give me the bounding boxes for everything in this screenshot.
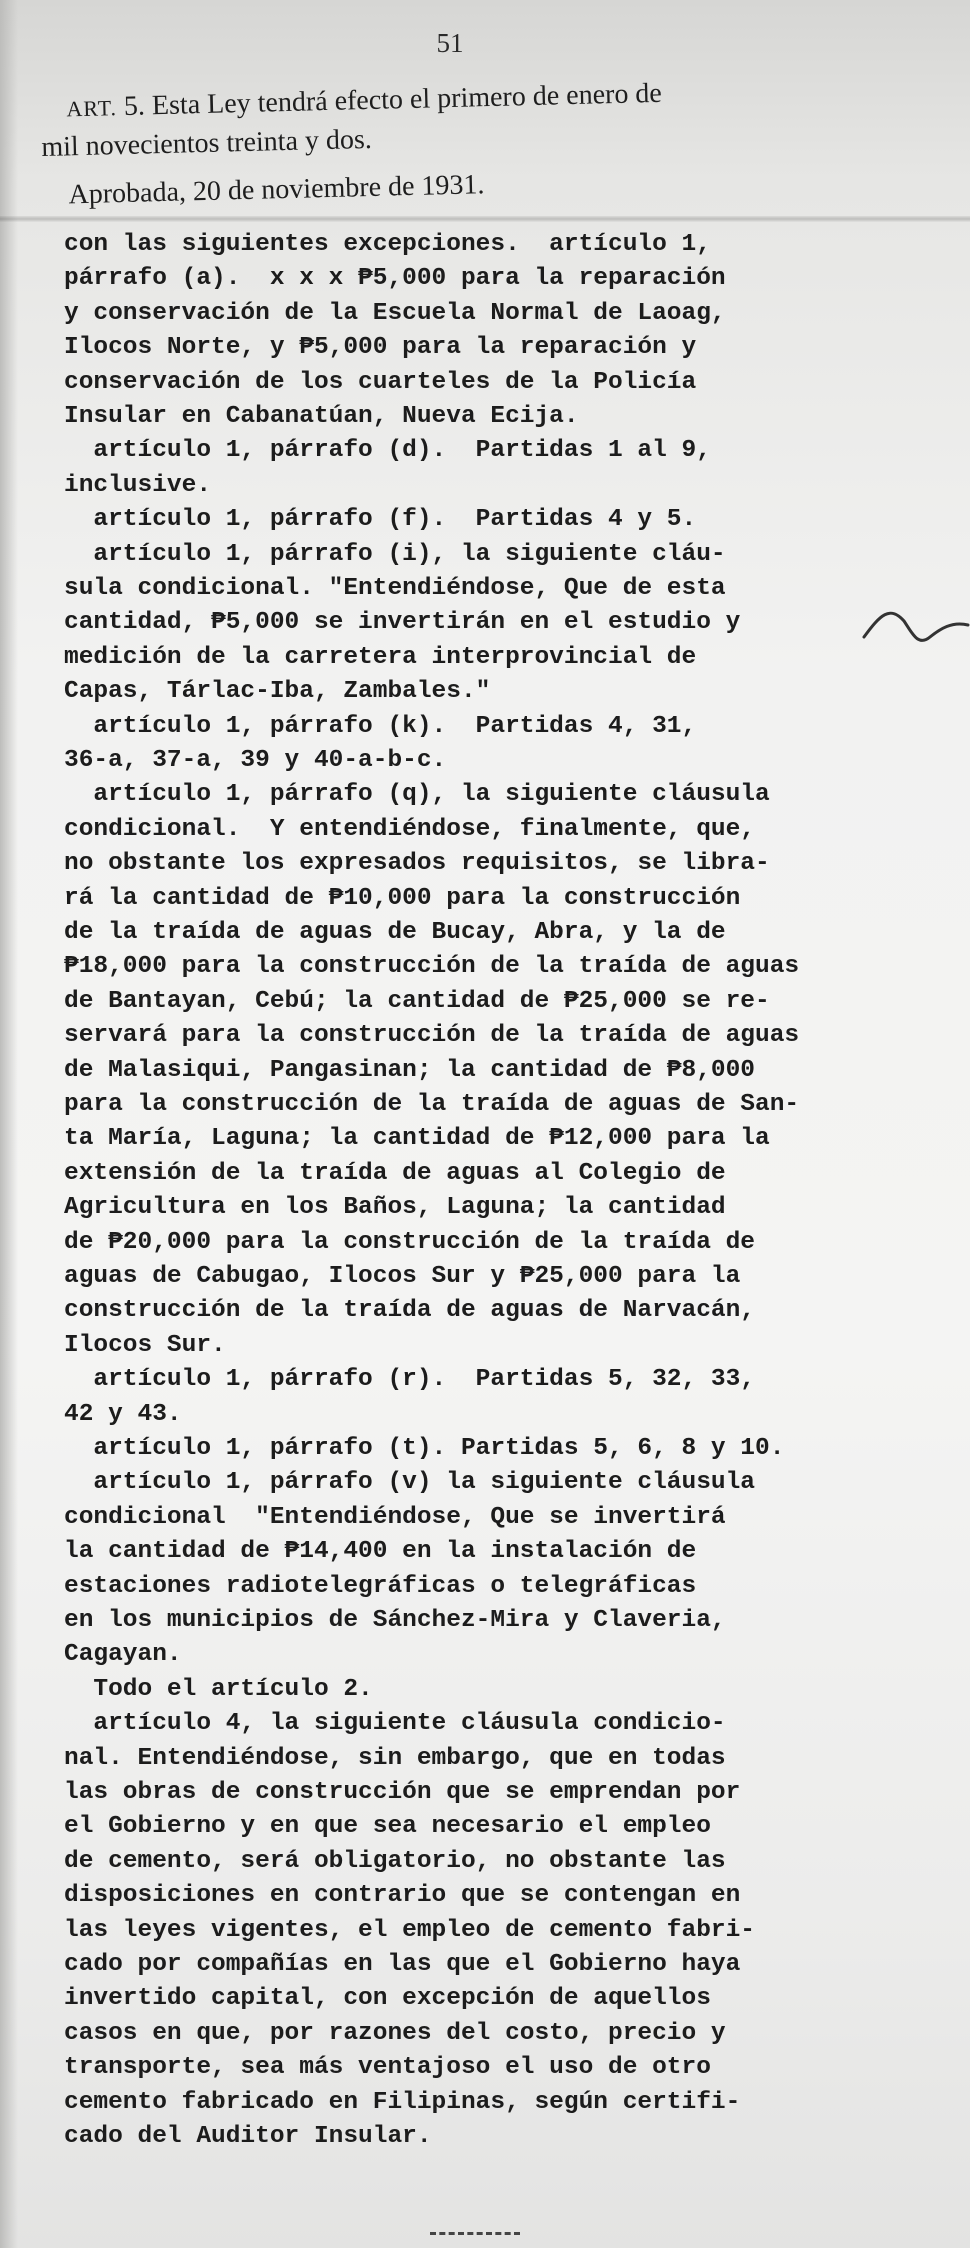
typed-line: para la construcción de la traída de aguas de San- <box>64 1091 800 1118</box>
typed-line: de cemento, será obligatorio, no obstante las <box>64 1847 726 1875</box>
typed-line: artículo 1, párrafo (i), la siguiente cláu- <box>64 540 726 568</box>
typed-line: artículo 1, párrafo (q), la siguiente cláusula <box>64 781 770 809</box>
typed-line: cemento fabricado en Filipinas, según certifi- <box>64 2088 741 2116</box>
article-tag: ART. <box>66 95 118 122</box>
typed-line: ₱18,000 para la construcción de la traída de aguas <box>64 953 800 981</box>
typed-line: párrafo (a). x x x ₱5,000 para la reparación <box>64 265 726 293</box>
typed-line: casos en que, por razones del costo, precio y <box>64 2019 726 2047</box>
typed-line: de ₱20,000 para la construcción de la traída de <box>64 1228 756 1256</box>
typed-line: el Gobierno y en que sea necesario el empleo <box>64 1813 711 1841</box>
article-5-text: 5. Esta Ley tendrá efecto el primero de enero de <box>123 77 663 122</box>
typed-line: Todo el artículo 2. <box>64 1675 373 1703</box>
typed-line: sula condicional. "Entendiéndose, Que de esta <box>64 575 726 602</box>
approval-date: Aprobada, 20 de noviembre de 1931. <box>68 169 485 211</box>
typed-line: de Malasiqui, Pangasinan; la cantidad de ₱8,000 <box>64 1056 756 1084</box>
typed-line: no obstante los expresados requisitos, se libra- <box>64 850 770 878</box>
typed-line: extensión de la traída de aguas al Colegio de <box>64 1159 726 1187</box>
typed-line: servará para la construcción de la traída de aguas <box>64 1022 800 1050</box>
typed-line: medición de la carretera interprovincial de <box>64 643 697 671</box>
typed-line: inclusive. <box>64 471 212 499</box>
handwritten-mark <box>860 585 970 665</box>
page-edge-shadow <box>0 0 18 2248</box>
typed-line: cado por compañías en las que el Gobierno haya <box>64 1951 741 1978</box>
typed-line: nal. Entendiéndose, sin embargo, que en todas <box>64 1744 726 1772</box>
typed-line: rá la cantidad de ₱10,000 para la construcción <box>64 884 741 912</box>
typed-line: transporte, sea más ventajoso el uso de otro <box>64 2054 711 2082</box>
typed-line: artículo 4, la siguiente cláusula condicio- <box>64 1710 726 1738</box>
article-5-line-2: mil novecientos treinta y dos. <box>41 123 373 163</box>
typed-line: de Bantayan, Cebú; la cantidad de ₱25,000 se re- <box>64 987 770 1015</box>
typed-line: y conservación de la Escuela Normal de Laoag, <box>64 299 726 327</box>
page-number: 51 <box>436 28 464 58</box>
typed-line: en los municipios de Sánchez-Mira y Claveria, <box>64 1607 726 1634</box>
typed-line: las obras de construcción que se emprendan por <box>64 1779 741 1806</box>
typed-line: artículo 1, párrafo (v) la siguiente cláusula <box>64 1469 756 1497</box>
typed-line: artículo 1, párrafo (r). Partidas 5, 32, 33, <box>64 1366 756 1394</box>
typed-line: Agricultura en los Baños, Laguna; la cantidad <box>64 1194 726 1222</box>
law-article-block <box>40 68 923 214</box>
typed-line: Cagayan. <box>64 1641 182 1669</box>
typed-line: Ilocos Norte, y ₱5,000 para la reparación y <box>64 334 697 362</box>
typed-line: conservación de los cuarteles de la Policía <box>64 368 697 396</box>
typed-line: condicional "Entendiéndose, Que se invertirá <box>64 1503 726 1531</box>
typed-line: cado del Auditor Insular. <box>64 2123 432 2150</box>
typed-line: condicional. Y entendiéndose, finalmente, que, <box>64 815 756 843</box>
typed-line: aguas de Cabugao, Ilocos Sur y ₱25,000 para la <box>64 1263 741 1290</box>
typed-line: 42 y 43. <box>64 1400 182 1428</box>
typed-line: artículo 1, párrafo (d). Partidas 1 al 9, <box>64 437 711 465</box>
typed-line: disposiciones en contrario que se contengan en <box>64 1882 741 1910</box>
typed-line: Ilocos Sur. <box>64 1331 226 1359</box>
typed-line: artículo 1, párrafo (t). Partidas 5, 6, 8 y 10. <box>64 1435 785 1462</box>
typed-line: estaciones radiotelegráficas o telegráficas <box>64 1572 697 1600</box>
typed-line: de la traída de aguas de Bucay, Abra, y la de <box>64 919 726 946</box>
typed-line: Capas, Tárlac-Iba, Zambales." <box>64 678 491 706</box>
bottom-separator <box>430 2232 520 2238</box>
paper-fold-divider <box>0 216 970 222</box>
typed-line: ta María, Laguna; la cantidad de ₱12,000 para la <box>64 1125 770 1153</box>
typed-line: invertido capital, con excepción de aquellos <box>64 1985 711 2013</box>
typed-line: construcción de la traída de aguas de Narvacán, <box>64 1297 756 1325</box>
typed-line: artículo 1, párrafo (k). Partidas 4, 31, <box>64 712 697 740</box>
typed-line: la cantidad de ₱14,400 en la instalación de <box>64 1538 697 1566</box>
typed-line: artículo 1, párrafo (f). Partidas 4 y 5. <box>64 506 697 534</box>
typed-line: Insular en Cabanatúan, Nueva Ecija. <box>64 403 579 430</box>
typed-line: cantidad, ₱5,000 se invertirán en el estudio y <box>64 609 741 637</box>
typed-line: con las siguientes excepciones. artículo 1, <box>64 231 711 258</box>
typed-line: las leyes vigentes, el empleo de cemento fabri- <box>64 1916 756 1944</box>
typed-line: 36-a, 37-a, 39 y 40-a-b-c. <box>64 747 447 774</box>
